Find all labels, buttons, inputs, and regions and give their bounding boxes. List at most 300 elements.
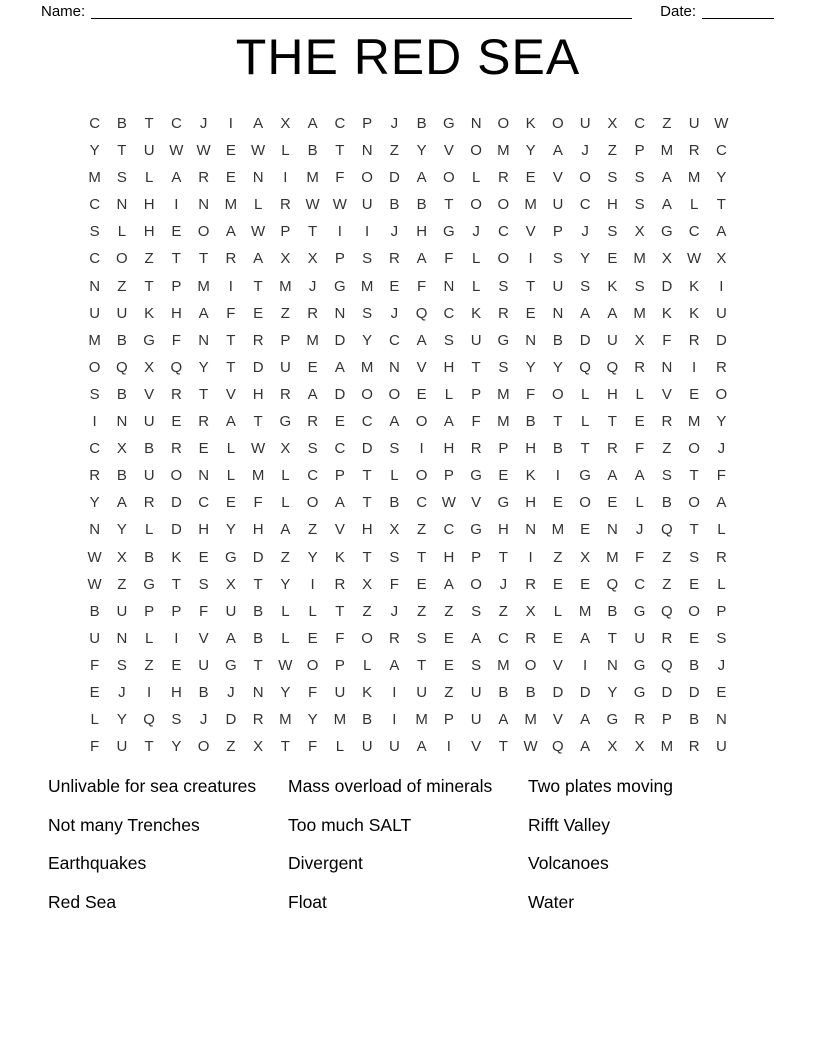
grid-cell: C (579, 196, 591, 214)
grid-cell: Y (307, 711, 318, 729)
grid-cell: O (415, 467, 428, 485)
grid-cell: R (89, 467, 101, 485)
grid-cell: O (306, 494, 319, 512)
grid-cell: P (498, 440, 509, 458)
grid-cell: L (281, 142, 290, 160)
grid-cell: L (580, 413, 590, 431)
grid-cell: P (552, 223, 563, 241)
grid-cell: X (580, 548, 591, 566)
grid-cell: A (716, 223, 727, 241)
grid-cell: O (361, 629, 373, 647)
grid-cell: S (689, 548, 700, 566)
grid-cell: U (579, 115, 591, 132)
grid-cell: U (552, 196, 564, 214)
word-item: Volcanoes (528, 853, 609, 874)
grid-cell: X (389, 521, 400, 539)
grid-cell: W (251, 440, 266, 458)
grid-cell: R (497, 169, 509, 187)
grid-row (81, 408, 735, 435)
grid-cell: T (253, 575, 263, 593)
grid-cell: U (634, 629, 646, 647)
grid-cell: C (497, 629, 509, 647)
grid-cell: B (689, 711, 700, 729)
grid-cell: W (87, 548, 102, 566)
grid-cell: E (171, 223, 182, 241)
grid-cell: T (171, 250, 181, 268)
grid-cell: X (280, 440, 291, 458)
grid-cell: F (444, 250, 454, 268)
grid-cell: Z (607, 142, 617, 160)
grid-cell: E (498, 467, 509, 485)
word-item: Unlivable for sea creatures (48, 776, 257, 797)
grid-cell: Y (525, 142, 536, 160)
grid-cell: T (226, 331, 236, 349)
grid-cell: N (89, 521, 101, 539)
grid-cell: L (144, 169, 154, 187)
grid-cell: Z (117, 277, 127, 295)
grid-cell: D (170, 494, 182, 512)
grid-cell: N (661, 358, 673, 376)
grid-cell: O (552, 385, 564, 403)
grid-cell: E (307, 358, 318, 376)
grid-cell: O (470, 196, 482, 214)
grid-cell: S (634, 169, 645, 187)
grid-cell: K (661, 304, 672, 322)
grid-cell: H (443, 440, 455, 458)
grid-cell: F (662, 331, 672, 349)
grid-cell: K (471, 304, 482, 322)
grid-cell: P (144, 602, 155, 620)
word-item: Not many Trenches (48, 814, 200, 835)
grid-cell: O (306, 656, 319, 674)
grid-cell: X (607, 738, 618, 756)
grid-cell: V (471, 738, 482, 756)
grid-cell: F (90, 656, 100, 674)
grid-cell: M (88, 169, 101, 187)
grid-cell: R (661, 413, 673, 431)
grid-cell: S (116, 656, 127, 674)
grid-cell: M (497, 142, 510, 160)
grid-cell: R (525, 575, 537, 593)
grid-cell: Q (661, 656, 673, 674)
grid-cell: L (117, 223, 127, 241)
grid-cell: I (365, 223, 370, 241)
grid-cell: M (333, 711, 347, 729)
grid-cell: O (497, 250, 510, 268)
word-list-column (288, 777, 528, 931)
grid-cell: E (334, 413, 345, 431)
grid-cell: B (689, 656, 700, 674)
grid-cell: O (579, 169, 591, 187)
grid-cell: T (362, 467, 372, 485)
grid-cell: S (362, 304, 373, 322)
grid-cell: E (552, 629, 563, 647)
grid-cell: X (307, 250, 318, 268)
grid-cell: N (388, 358, 400, 376)
grid-cell: Y (89, 494, 100, 512)
grid-cell: S (416, 629, 427, 647)
grid-cell: R (688, 738, 700, 756)
grid-cell: M (524, 711, 537, 729)
grid-row (81, 489, 735, 516)
grid-cell: I (228, 115, 233, 132)
grid-cell: X (116, 440, 127, 458)
grid-cell: Q (116, 358, 128, 376)
grid-cell: F (226, 304, 236, 322)
grid-cell: O (715, 385, 728, 403)
grid-cell: U (89, 629, 101, 647)
name-blank-line (91, 4, 632, 19)
grid-cell: Z (389, 142, 399, 160)
grid-cell: N (334, 304, 346, 322)
grid-cell: Q (552, 738, 564, 756)
grid-cell: M (633, 304, 646, 322)
grid-cell: P (661, 711, 672, 729)
grid-cell: L (390, 467, 399, 485)
grid-cell: V (416, 358, 427, 376)
grid-cell: C (89, 440, 101, 458)
grid-cell: I (446, 738, 451, 756)
grid-cell: Z (553, 548, 563, 566)
grid-cell: P (443, 467, 454, 485)
grid-row (81, 571, 735, 598)
grid-cell: M (224, 196, 238, 214)
grid-cell: K (607, 277, 618, 295)
grid-cell: B (253, 629, 264, 647)
grid-cell: G (143, 331, 155, 349)
grid-cell: S (171, 711, 182, 729)
grid-cell: U (116, 304, 128, 322)
grid-cell: K (144, 304, 155, 322)
grid-cell: G (633, 656, 646, 674)
grid-cell: K (689, 304, 700, 322)
grid-cell: V (144, 385, 155, 403)
grid-cell: E (416, 575, 427, 593)
grid-cell: A (416, 331, 427, 349)
grid-cell: Q (606, 575, 619, 593)
grid-cell: U (470, 711, 482, 729)
grid-cell: R (279, 196, 291, 214)
grid-cell: Z (662, 115, 672, 132)
grid-cell: G (225, 548, 237, 566)
grid-cell: U (715, 738, 727, 756)
grid-cell: U (361, 196, 373, 214)
grid-cell: Z (662, 440, 672, 458)
grid-cell: S (89, 223, 100, 241)
grid-cell: L (226, 467, 236, 485)
grid-cell: T (417, 656, 427, 674)
grid-cell: A (580, 304, 591, 322)
grid-cell: V (198, 629, 209, 647)
grid-cell: U (143, 413, 155, 431)
grid-cell: N (361, 142, 373, 160)
grid-cell: Q (170, 358, 183, 376)
grid-cell: P (171, 277, 182, 295)
grid-cell: Z (662, 575, 672, 593)
word-item: Too much SALT (288, 814, 412, 835)
grid-cell: G (279, 413, 292, 431)
grid-cell: G (633, 602, 646, 620)
grid-cell: M (551, 521, 565, 539)
grid-cell: E (607, 494, 618, 512)
grid-cell: F (199, 602, 209, 620)
grid-cell: W (196, 142, 211, 160)
grid-cell: M (660, 738, 674, 756)
grid-cell: V (552, 711, 563, 729)
grid-cell: Z (144, 250, 154, 268)
grid-cell: F (635, 548, 645, 566)
grid-row (81, 598, 735, 625)
grid-cell: W (332, 196, 347, 214)
grid-cell: A (416, 738, 427, 756)
grid-cell: F (389, 575, 399, 593)
grid-cell: A (334, 494, 345, 512)
grid-cell: H (198, 521, 210, 539)
grid-cell: F (716, 467, 726, 485)
grid-cell: W (687, 250, 702, 268)
grid-cell: C (388, 331, 400, 349)
grid-cell: C (307, 467, 319, 485)
grid-cell: A (389, 413, 400, 431)
grid-cell: J (717, 656, 726, 674)
grid-cell: X (362, 575, 373, 593)
grid-cell: Z (444, 683, 454, 701)
grid-cell: T (199, 250, 209, 268)
grid-row (81, 381, 735, 408)
grid-cell: S (716, 629, 727, 647)
grid-cell: D (388, 169, 400, 187)
grid-cell: T (607, 629, 617, 647)
grid-cell: Y (307, 548, 318, 566)
grid-cell: A (253, 250, 264, 268)
grid-cell: O (524, 656, 537, 674)
grid-cell: N (116, 629, 128, 647)
grid-cell: H (443, 358, 455, 376)
grid-cell: O (443, 169, 455, 187)
grid-cell: A (416, 250, 427, 268)
grid-cell: B (525, 683, 536, 701)
grid-cell: N (525, 521, 537, 539)
grid-cell: H (361, 521, 373, 539)
grid-cell: N (116, 196, 128, 214)
grid-cell: S (580, 277, 591, 295)
grid-cell: B (525, 413, 536, 431)
grid-cell: B (607, 602, 618, 620)
grid-cell: Y (607, 683, 618, 701)
grid-cell: U (198, 656, 210, 674)
grid-cell: M (306, 169, 319, 187)
grid-cell: I (174, 629, 179, 647)
grid-cell: C (334, 115, 346, 132)
grid-cell: A (253, 115, 264, 132)
grid-cell: B (89, 602, 100, 620)
grid-cell: B (116, 467, 127, 485)
grid-cell: O (197, 738, 210, 756)
grid-cell: O (197, 223, 210, 241)
grid-cell: E (225, 142, 236, 160)
grid-cell: L (553, 602, 563, 620)
grid-cell: S (471, 656, 482, 674)
grid-cell: Y (716, 169, 727, 187)
grid-cell: K (334, 548, 345, 566)
grid-cell: B (498, 683, 509, 701)
grid-cell: D (715, 331, 727, 349)
grid-cell: Z (280, 548, 290, 566)
grid-cell: M (279, 277, 292, 295)
grid-cell: J (499, 575, 508, 593)
page-title: THE RED SEA (235, 29, 581, 85)
grid-cell: A (580, 711, 591, 729)
grid-cell: O (552, 115, 564, 132)
grid-cell: X (634, 223, 645, 241)
grid-cell: H (525, 440, 537, 458)
grid-cell: B (661, 494, 672, 512)
grid-cell: N (252, 683, 264, 701)
grid-cell: A (443, 413, 454, 431)
grid-cell: Y (580, 250, 591, 268)
grid-cell: N (116, 413, 128, 431)
grid-cell: Z (117, 575, 127, 593)
grid-cell: L (362, 656, 372, 674)
grid-cell: T (117, 142, 127, 160)
grid-cell: R (307, 304, 319, 322)
grid-cell: S (634, 196, 645, 214)
grid-cell: C (443, 304, 455, 322)
grid-cell: R (688, 142, 700, 160)
grid-cell: F (335, 629, 345, 647)
grid-cell: E (307, 629, 318, 647)
grid-cell: J (390, 304, 399, 322)
grid-cell: A (225, 413, 236, 431)
grid-cell: V (334, 521, 345, 539)
grid-cell: L (471, 169, 481, 187)
grid-cell: B (362, 711, 373, 729)
grid-cell: S (89, 385, 100, 403)
grid-cell: W (169, 142, 184, 160)
grid-cell: H (252, 521, 264, 539)
grid-cell: A (634, 467, 645, 485)
grid-cell: U (225, 602, 237, 620)
grid-cell: A (716, 494, 727, 512)
grid-cell: L (635, 494, 644, 512)
grid-cell: T (253, 277, 263, 295)
grid-cell: E (253, 304, 264, 322)
grid-cell: R (252, 331, 264, 349)
grid-cell: D (552, 683, 564, 701)
grid-cell: E (552, 575, 563, 593)
grid-cell: L (444, 385, 454, 403)
grid-cell: E (89, 683, 100, 701)
grid-cell: A (225, 629, 236, 647)
grid-cell: T (171, 575, 181, 593)
grid-cell: M (687, 413, 701, 431)
grid-cell: H (606, 196, 618, 214)
grid-cell: T (144, 738, 154, 756)
grid-cell: X (116, 548, 127, 566)
word-item: Rifft Valley (528, 814, 611, 835)
grid-cell: S (661, 467, 672, 485)
grid-cell: U (143, 467, 155, 485)
grid-cell: N (470, 115, 482, 132)
grid-cell: T (199, 385, 209, 403)
grid-cell: M (524, 196, 537, 214)
grid-cell: L (281, 629, 290, 647)
name-label: Name: (41, 3, 86, 20)
grid-cell: N (715, 711, 727, 729)
grid-cell: M (578, 602, 592, 620)
grid-cell: H (416, 223, 428, 241)
grid-cell: A (661, 196, 672, 214)
grid-cell: R (170, 440, 182, 458)
grid-cell: C (634, 575, 646, 593)
grid-cell: Q (415, 304, 428, 322)
word-item: Mass overload of minerals (288, 776, 493, 797)
word-list-column (48, 777, 288, 931)
grid-cell: J (390, 602, 399, 620)
grid-cell: R (307, 413, 319, 431)
grid-cell: G (497, 331, 510, 349)
grid-cell: U (470, 331, 482, 349)
grid-cell: P (362, 115, 373, 132)
grid-cell: Z (280, 304, 290, 322)
grid-cell: U (606, 331, 618, 349)
grid-cell: T (144, 115, 154, 132)
grid-cell: M (88, 331, 101, 349)
grid-cell: A (443, 575, 454, 593)
grid-cell: N (606, 656, 618, 674)
grid-cell: I (392, 711, 397, 729)
grid-cell: B (552, 331, 563, 349)
grid-cell: E (416, 385, 427, 403)
grid-cell: E (443, 629, 454, 647)
grid-row (81, 706, 735, 733)
grid-cell: J (472, 223, 480, 241)
grid-cell: I (174, 196, 179, 214)
grid-cell: N (252, 169, 264, 187)
grid-cell: L (281, 467, 290, 485)
word-item: Earthquakes (48, 853, 147, 874)
word-item: Red Sea (48, 892, 117, 913)
grid-cell: O (688, 602, 700, 620)
grid-cell: K (689, 277, 700, 295)
header-row (0, 0, 816, 19)
grid-cell: G (470, 467, 482, 485)
grid-cell: D (334, 331, 346, 349)
grid-cell: W (251, 223, 266, 241)
grid-cell: E (198, 440, 209, 458)
grid-cell: Z (417, 602, 427, 620)
grid-cell: B (416, 115, 427, 132)
grid-cell: S (471, 602, 482, 620)
grid-cell: C (89, 115, 101, 132)
grid-cell: P (280, 331, 291, 349)
grid-cell: N (198, 196, 210, 214)
grid-cell: R (143, 494, 155, 512)
grid-row (81, 245, 735, 272)
grid-cell: O (388, 385, 401, 403)
grid-cell: C (89, 196, 101, 214)
grid-cell: I (392, 683, 397, 701)
grid-cell: P (634, 142, 645, 160)
grid-cell: L (689, 196, 699, 214)
grid-cell: A (307, 385, 318, 403)
grid-cell: R (497, 304, 509, 322)
grid-cell: Y (89, 142, 100, 160)
grid-cell: M (279, 711, 292, 729)
grid-cell: I (528, 548, 533, 566)
grid-cell: M (497, 656, 510, 674)
grid-cell: T (335, 602, 345, 620)
